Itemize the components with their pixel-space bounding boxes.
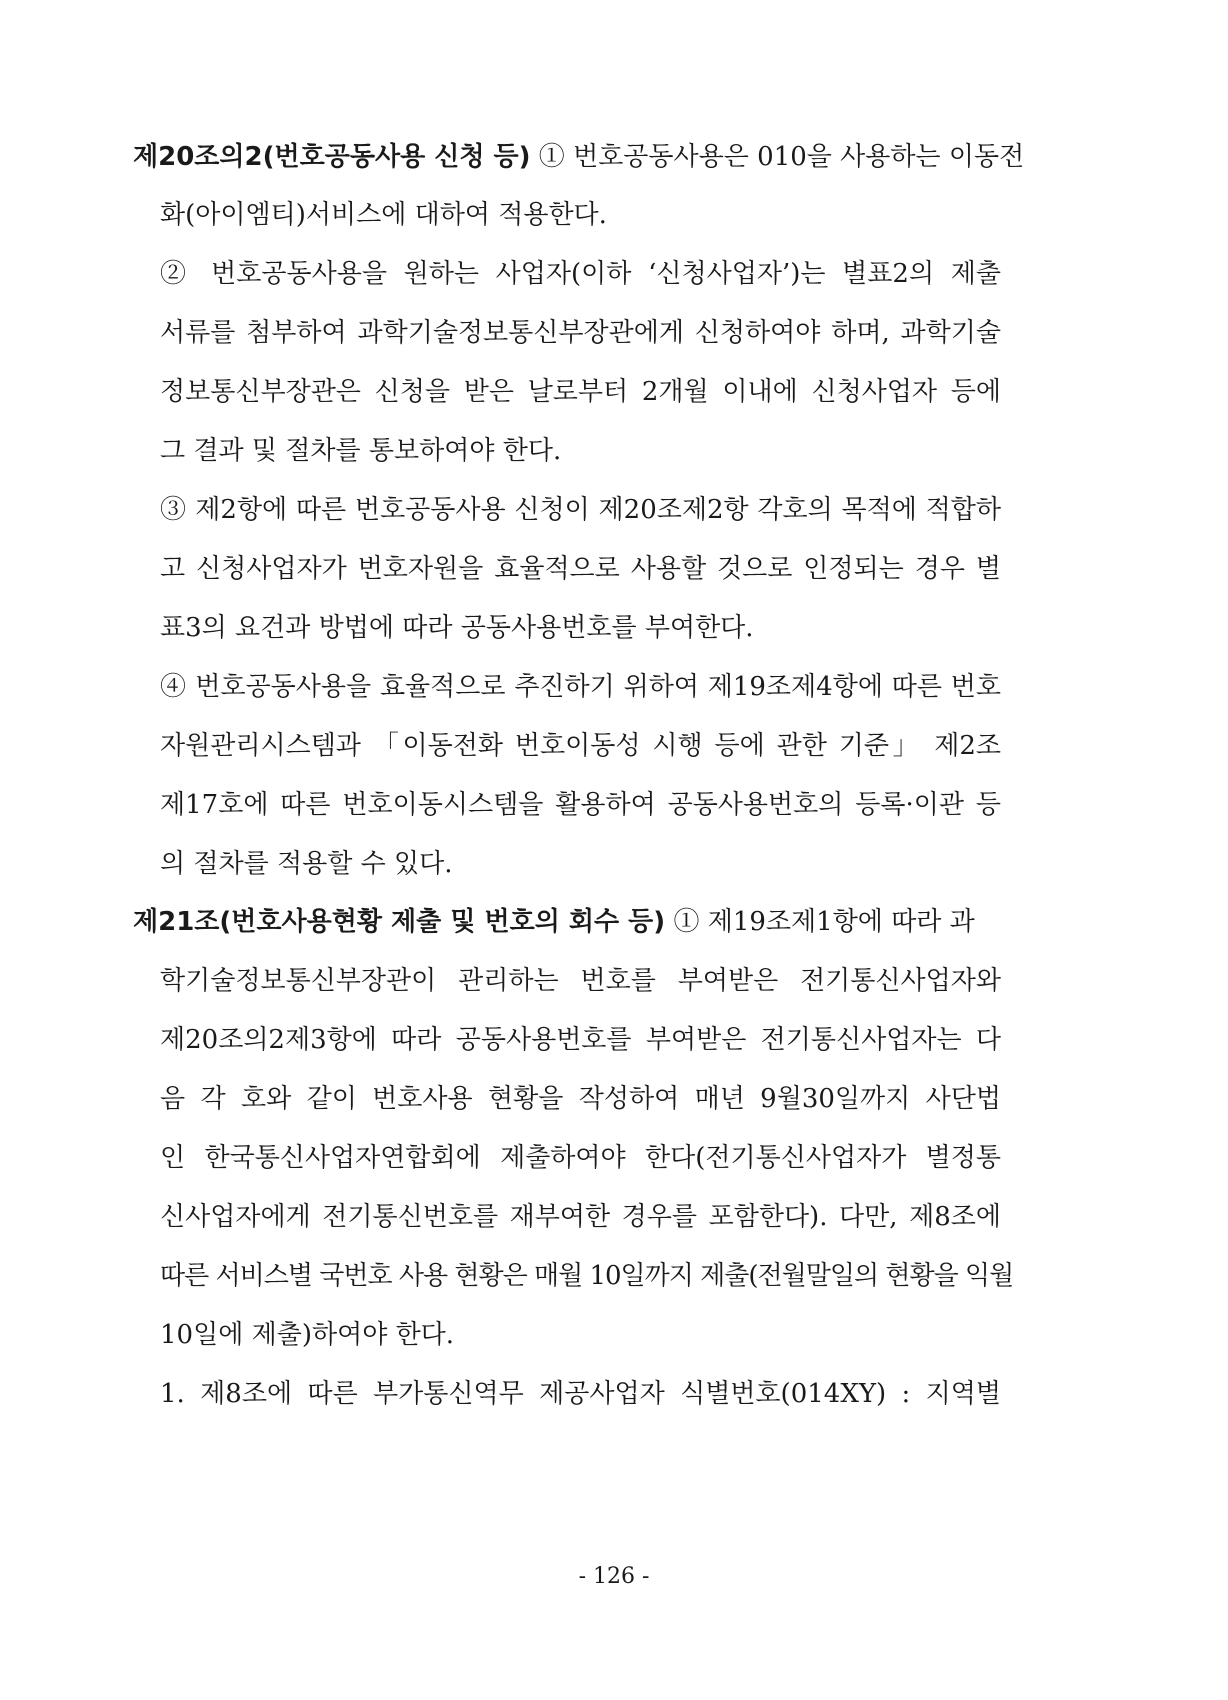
article-20-2-line: 정보통신부장관은 신청을 받은 날로부터 2개월 이내에 신청사업자 등에: [160, 377, 1001, 407]
article-20-2-line: ① 번호공동사용은 010을 사용하는 이동전: [530, 142, 1025, 172]
article-21-line: 인 한국통신사업자연합회에 제출하여야 한다(전기통신사업자가 별정통: [160, 1143, 1001, 1173]
article-20-2-line: 표3의 요건과 방법에 따라 공동사용번호를 부여한다.: [160, 613, 754, 643]
article-21-first-line: [133, 905, 1001, 939]
article-21-line: 10일에 제출)하여야 한다.: [160, 1320, 455, 1350]
page-number: - 126 -: [578, 1564, 650, 1589]
article-20-2-line: 자원관리시스템과 「이동전화 번호이동성 시행 등에 관한 기준」 제2조: [160, 731, 1001, 761]
article-21-line: 학기술정보통신부장관이 관리하는 번호를 부여받은 전기통신사업자와: [160, 966, 1001, 996]
article-21-heading: 제21조(번호사용현황 제출 및 번호의 회수 등): [133, 907, 666, 937]
article-21-line: 음 각 호와 같이 번호사용 현황을 작성하여 매년 9월30일까지 사단법: [160, 1084, 1001, 1114]
article-20-2-paragraph-3: ③ 제2항에 따른 번호공동사용 신청이 제20조제2항 각호의 목적에 적합하: [160, 495, 1001, 525]
article-20-2-heading: 제20조의2(번호공동사용 신청 등): [133, 142, 531, 172]
article-20-2-line: 고 신청사업자가 번호자원을 효율적으로 사용할 것으로 인정되는 경우 별: [160, 554, 1001, 584]
article-20-2-line: 제17호에 따른 번호이동시스템을 활용하여 공동사용번호의 등록·이관 등: [160, 790, 1001, 820]
article-20-2-line: 그 결과 및 절차를 통보하여야 한다.: [160, 436, 562, 466]
article-21-line: 제20조의2제3항에 따라 공동사용번호를 부여받은 전기통신사업자는 다: [160, 1025, 1001, 1055]
article-20-2-first-line: [133, 140, 1025, 174]
article-20-2-paragraph-2: ② 번호공동사용을 원하는 사업자(이하 ‘신청사업자’)는 별표2의 제출: [160, 259, 1001, 289]
article-20-2-line: 화(아이엠티)서비스에 대하여 적용한다.: [160, 200, 607, 230]
article-21-line: ① 제19조제1항에 따라 과: [665, 907, 975, 937]
article-20-2-line: 의 절차를 적용할 수 있다.: [160, 849, 453, 879]
article-20-2-line: 서류를 첨부하여 과학기술정보통신부장관에게 신청하여야 하며, 과학기술: [160, 318, 1001, 348]
article-21-line: 신사업자에게 전기통신번호를 재부여한 경우를 포함한다). 다만, 제8조에: [160, 1202, 1001, 1232]
article-21-line: 따른 서비스별 국번호 사용 현황은 매월 10일까지 제출(전월말일의 현황을 익월: [160, 1261, 1014, 1291]
article-20-2-paragraph-4: ④ 번호공동사용을 효율적으로 추진하기 위하여 제19조제4항에 따른 번호: [160, 672, 1001, 702]
article-21-item-1: 1. 제8조에 따른 부가통신역무 제공사업자 식별번호(014XY) : 지역별: [160, 1379, 1001, 1409]
